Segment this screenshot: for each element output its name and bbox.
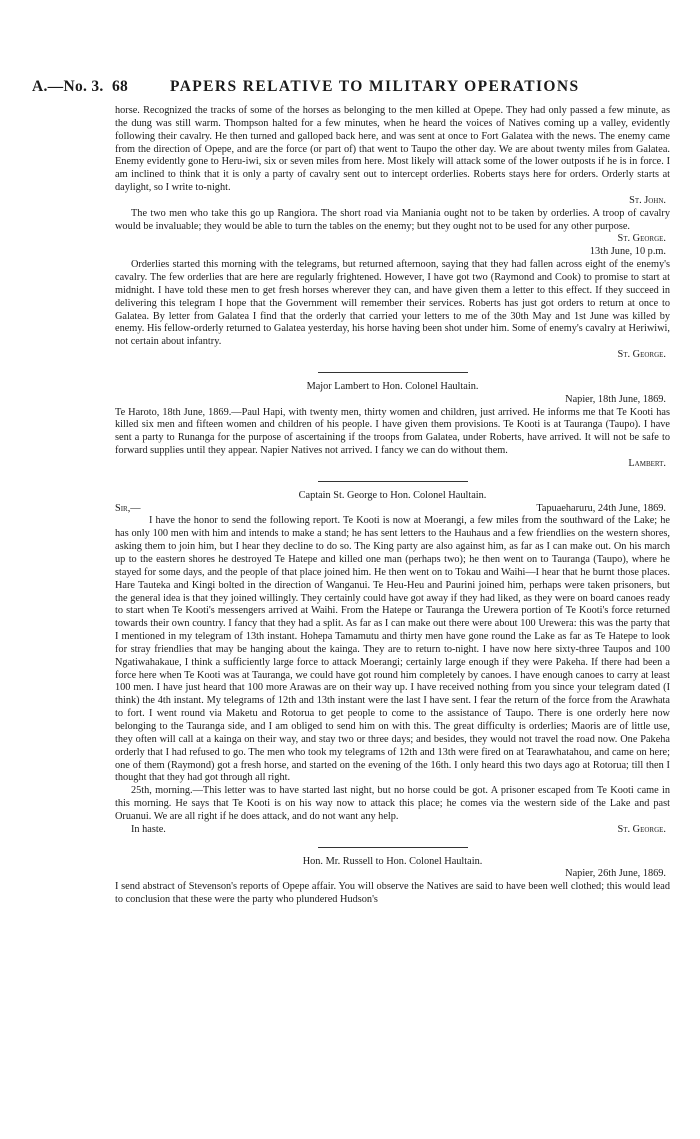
- salutation-row: [115, 503, 670, 516]
- letter-place-date: Napier, 18th June, 1869.: [565, 393, 666, 405]
- letter-heading: Captain St. George to Hon. Colonel Haultain.: [298, 489, 487, 501]
- letter-place-date: Napier, 26th June, 1869.: [565, 868, 666, 880]
- closing: In haste.: [131, 823, 166, 835]
- letter-body: I send abstract of Stevenson's reports of Opepe affair. You will observe the Natives are said to have been well clothed; this would lead to conclusion that these were the party who plundered Hudson's: [115, 881, 670, 906]
- closing-row: [115, 824, 670, 837]
- paragraph: The two men who take this go up Rangiora. The short road via Maniania ought not to be taken by orderlies. A troop of cavalry would be invaluable; they would be able to turn the tables on the enemy; but they ought not to be used for any other purpose.: [115, 207, 670, 232]
- postscript: 25th, morning.—This letter was to have started last night, but no horse could be got. A prisoner escaped from Te Kooti came in this morning. He says that Te Kooti is on his way now to attack this place; he comes via the western side of the Lake and past Oruanui. We are all right if he does attack, and do not want any help.: [115, 785, 670, 822]
- section-divider: [318, 481, 468, 482]
- letter-signature: Lambert.: [628, 457, 666, 469]
- salutation: Sir,—: [115, 502, 141, 514]
- letter-signature: St. George.: [617, 823, 666, 835]
- signature: St. George.: [617, 233, 666, 245]
- document-body: [115, 105, 670, 907]
- page-number: 68: [112, 78, 129, 95]
- document-id: A.—No. 3.: [32, 78, 104, 95]
- letter-body: I have the honor to send the following report. Te Kooti is now at Moerangi, a few miles from the southward of the Lake; he has only 100 men with him and intends to make a stand; he has sent letters to the Hauhaus and a few friendlies on the western shores, asking them to join him, but I hear they decline to do so. The King party are also against him, as far as I can make out. On his march up to the eastern shores he destroyed Te Hatepe and killed one man (perhaps two); he then went on to Tauranga (Taupo), where he stayed for some days, and the people of that place joined him. He then went on to Tokau and Waihi—I hear that he burnt those places. Hare Tauteka and Kingi bolted in the direction of Wanganui. Te Heu-Heu and Paurini joined him, perhaps were taken prisoners, but the general idea is that they joined willingly. They certainly could have got away if they had liked, as they were on board canoes ready to start when Te Kooti's messengers arrived at Waihi. From the Hatepe or Tauranga the Urewera portion of Te Kooti's force returned towards their own country. I fancy that they had a split. As far as I can make out there were about 100 Urewera: this was the party that I mentioned in my telegram of 13th instant. Hohepa Tamamutu and thirty men have gone round the Lake as far as Te Hatepe to look for stray friendlies that may be hanging about the kainga. They are to return to-night. I have now here sixty-three Taupos and 100 Ngatiwahakaue, I think a sufficiently large force to attack Moerangi; certainly large enough if they were Pakeha. If there had been a force here when Te Kooti was at Tauranga, we could have got round him completely by canoes. I have enough canoes to carry at least 100 men. I have just heard that 100 more Arawas are on their way up. I have received nothing from you since your telegram dated (I think) the 4th instant. My telegrams of 12th and 13th instant were the last I have sent. I fear the return of the force from the Arawhata to fort. I went round via Maketu and Rotorua to get people to come to the assistance of Taupo. There is one orderly here now belonging to the Tauranga side, and I am obliged to send him on with this. The great difficulty is orderlies; Maoris are of little use, they often will call at a kainga on their way, and stay two or three days; and besides, they would not travel the road now. One Pakeha orderly that I had refused to go. The men who took my telegrams of 12th and 13th were fired on at Tearawhatahou, and came on here; one of them (Raymond) got a fresh horse, and started on the evening of the 16th. I only heard this two days ago at Rotorua; till then I thought that they had got through all right.: [115, 515, 670, 784]
- signature: St. John.: [629, 194, 666, 206]
- signature: St. George.: [617, 349, 666, 361]
- paragraph: horse. Recognized the tracks of some of the horses as belonging to the men killed at Opepe. They had only passed a few minute, as the dung was still warm. Thompson halted for a few minutes, when he heard the voices of Natives coming up a valley, evidently following their cavalry. He then turned and galloped back here, and was sent at once to Fort Galatea with the news. The enemy came from the direction of Opepe, and are the force (or part of) that went to Taupo the other day. We are about twenty miles from Galatea. Enemy evidently gone to Heru-iwi, six or seven miles from here. Most likely will attack some of the lower outposts if he is in force. I am inclined to think that it is only a party of cavalry sent out to intercept orderlies. Roberts stays here for orders. Orderly starts at daylight, so I write to-night.: [115, 105, 670, 194]
- dateline: 13th June, 10 p.m.: [589, 246, 666, 258]
- running-title: PAPERS RELATIVE TO MILITARY OPERATIONS: [170, 78, 580, 95]
- letter-place-date: Tapuaeharuru, 24th June, 1869.: [536, 502, 666, 514]
- page-header: [30, 78, 670, 98]
- section-divider: [318, 847, 468, 848]
- paragraph: Orderlies started this morning with the telegrams, but returned afternoon, saying that they had fallen across eight of the enemy's cavalry. The few orderlies that are here are regularly frightened. However, I have got two (Raymond and Cook) to promise to start at midnight. I have told these men to get fresh horses wherever they can, and have given them a letter to this effect. If they succeed in delivering this telegram I hope that the Government will remember their services. Roberts has just got orders to return at once to Galatea. By letter from Galatea I find that the orderly that carried your letters to me of the 30th May and 1st June was killed by enemy. His fellow-orderly returned to Galatea yesterday, his horse having been shot under him. Some of enemy's cavalry at Heriwiwi, not certain about infantry.: [115, 259, 670, 348]
- section-divider: [318, 372, 468, 373]
- letter-body: Te Haroto, 18th June, 1869.—Paul Hapi, with twenty men, thirty women and children, just arrived. He informs me that Te Kooti has killed six men and fifteen women and children of his people. I have given them provisions. Te Kooti is at Tauranga (Taupo). I have sent a party to Runanga for the purpose of ascertaining if the troops from Galatea, under Roberts, have arrived. It will not be safe to forward supplies until they appear. Napier Natives not arrived. I fancy we can do without them.: [115, 406, 670, 457]
- letter-heading: Hon. Mr. Russell to Hon. Colonel Haultain.: [302, 855, 483, 867]
- letter-heading: Major Lambert to Hon. Colonel Haultain.: [306, 380, 479, 392]
